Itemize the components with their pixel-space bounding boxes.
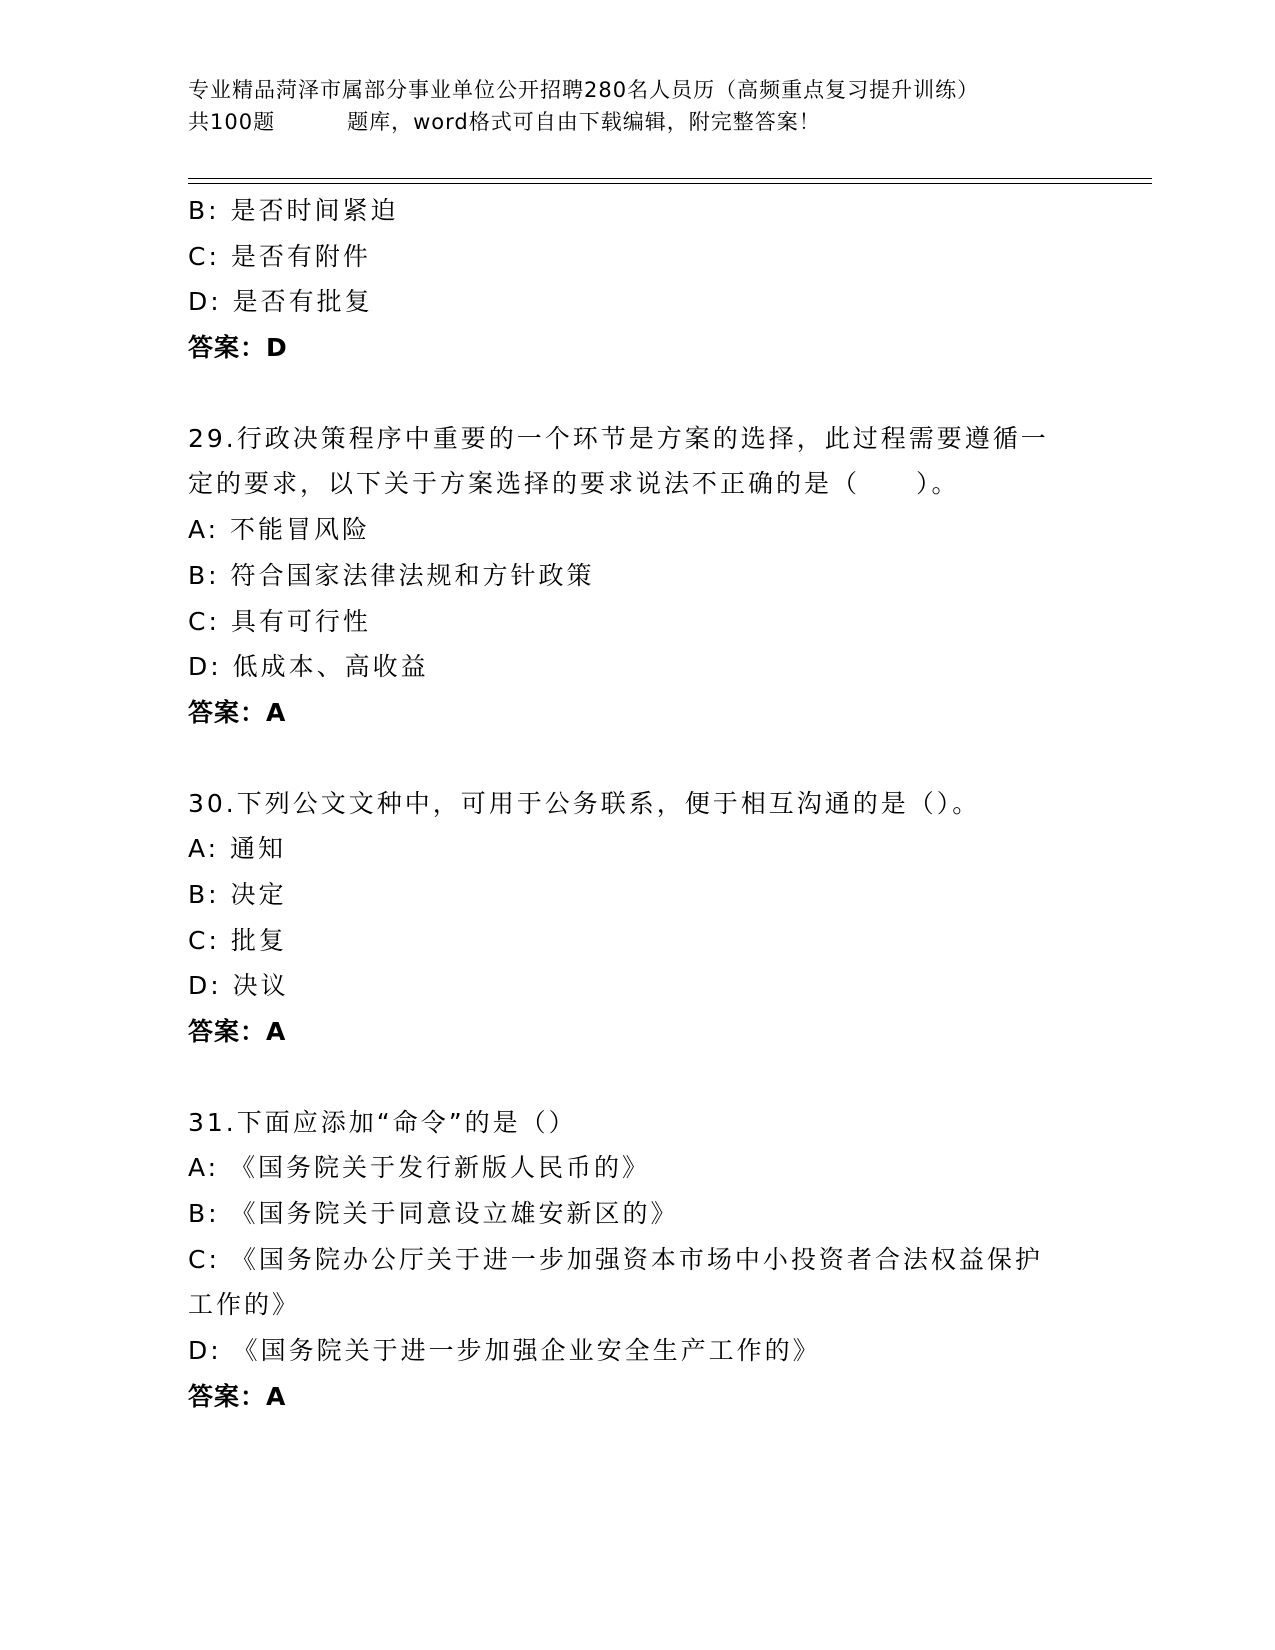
option-a: A: 通知 (188, 834, 287, 864)
header-format-note: 题库，word格式可自由下载编辑，附完整答案！ (347, 110, 821, 134)
header-rule-bottom (188, 183, 1152, 184)
option-d: D: 决议 (188, 971, 289, 1001)
question-list (188, 188, 1088, 1420)
header-subtitle (188, 106, 1088, 138)
question-stem: 31.下面应添加“命令”的是（） (188, 1107, 577, 1137)
question-stem: 30.下列公文文种中，可用于公务联系，便于相互沟通的是（）。 (188, 788, 981, 818)
option-c: C: 批复 (188, 925, 287, 955)
header-rule-top (188, 178, 1152, 179)
header-question-count: 共100题 (188, 110, 276, 134)
option-d: D: 是否有批复 (188, 287, 373, 317)
option-c: C: 《国务院办公厅关于进一步加强资本市场中小投资者合法权益保护 (188, 1244, 1043, 1274)
option-c: C: 是否有附件 (188, 241, 371, 271)
option-b: B: 决定 (188, 879, 287, 909)
option-d: D: 低成本、高收益 (188, 652, 429, 682)
page-header (188, 74, 1088, 138)
answer-line: 答案：A (188, 1381, 287, 1411)
answer-line: 答案：D (188, 333, 288, 363)
answer-line: 答案：A (188, 697, 287, 727)
option-a: A: 不能冒风险 (188, 515, 371, 545)
header-title: 专业精品菏泽市属部分事业单位公开招聘280名人员历（高频重点复习提升训练） (188, 78, 980, 102)
answer-line: 答案：A (188, 1017, 287, 1046)
option-a: A: 《国务院关于发行新版人民币的》 (188, 1153, 651, 1183)
option-b: B: 《国务院关于同意设立雄安新区的》 (188, 1199, 679, 1229)
question-28-fragment (188, 188, 1088, 371)
question-30 (188, 781, 1088, 1055)
option-d: D: 《国务院关于进一步加强企业安全生产工作的》 (188, 1336, 821, 1366)
option-c: C: 具有可行性 (188, 606, 371, 636)
option-b: B: 符合国家法律法规和方针政策 (188, 560, 595, 590)
question-31 (188, 1100, 1088, 1420)
option-b: B: 是否时间紧迫 (188, 196, 399, 225)
question-29 (188, 416, 1088, 736)
question-stem: 29.行政决策程序中重要的一个环节是方案的选择，此过程需要遵循一 (188, 423, 1049, 453)
question-stem-continued: 定的要求，以下关于方案选择的要求说法不正确的是（ ）。 (188, 469, 960, 499)
option-c-continued: 工作的》 (188, 1290, 301, 1320)
